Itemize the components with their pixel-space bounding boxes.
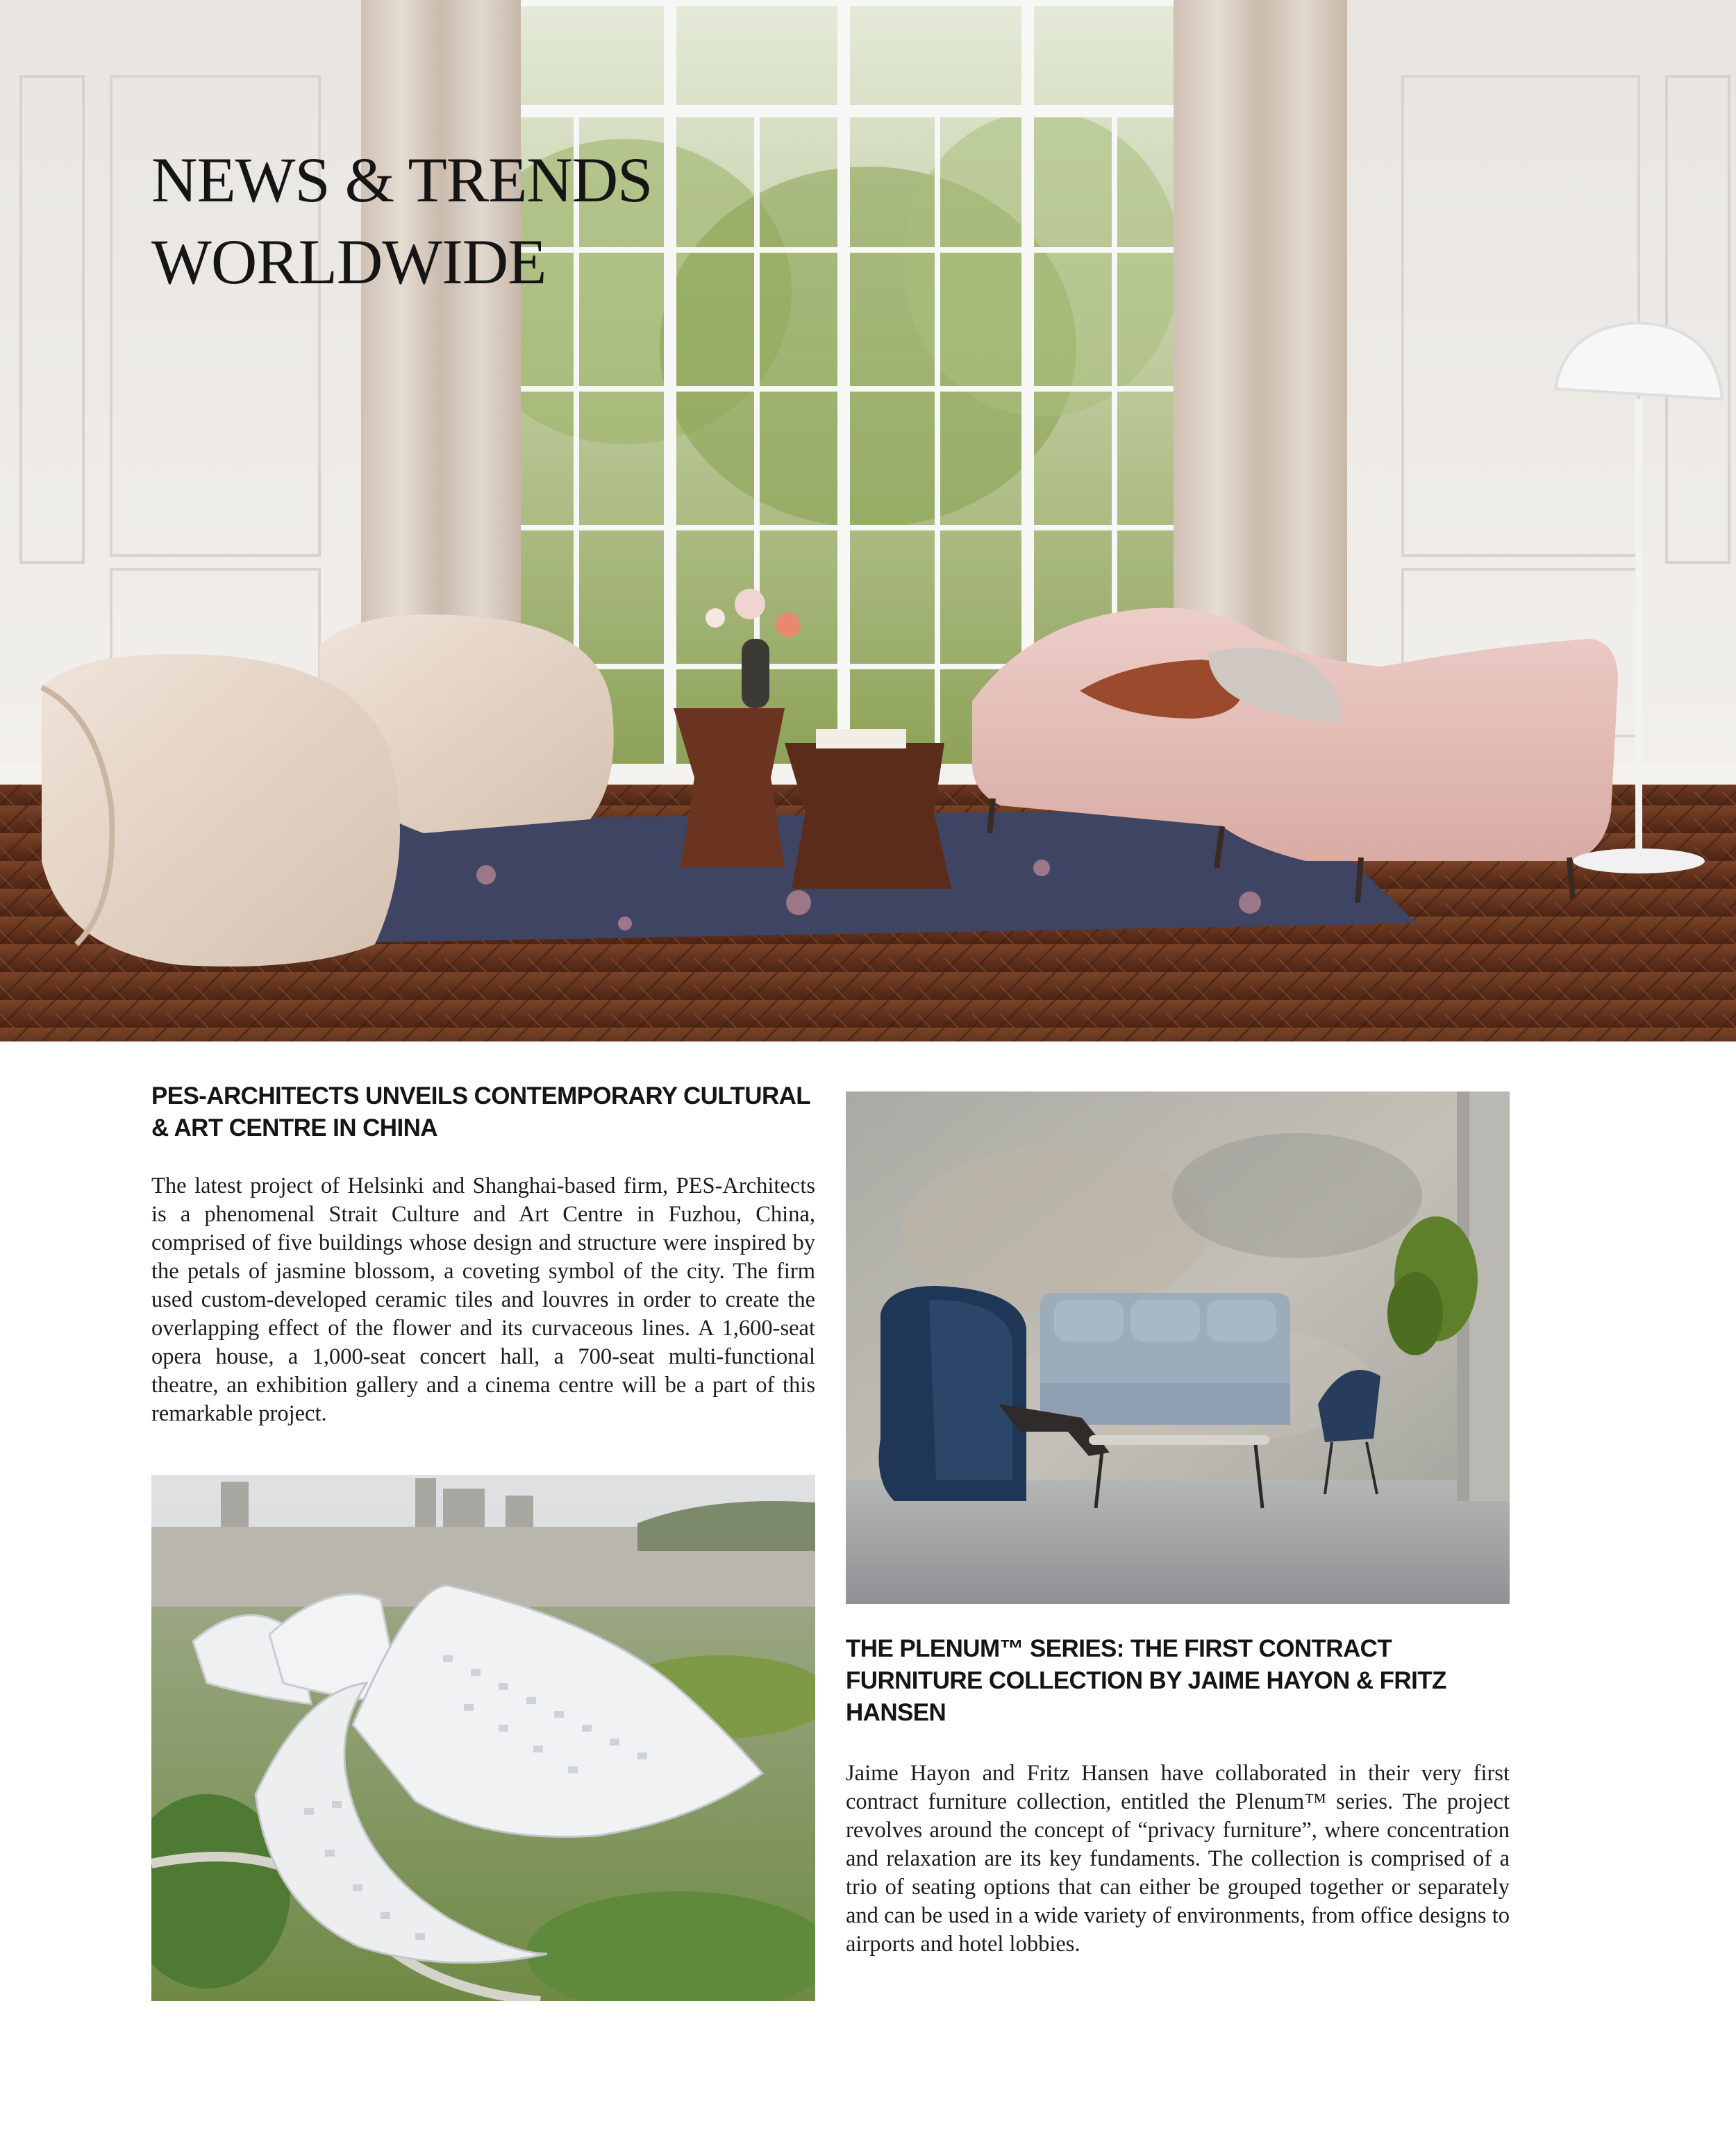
article-1-body: The latest project of Helsinki and Shanghai-based firm, PES-Architects is a phenomenal Strait Culture and Art Centre in Fuzhou, China, comprised of five buildings whose design and structure were inspired by the petals of jasmine blossom, a coveting symbol of the city. The firm used custom-developed ceramic tiles and louvres in order to create the overlapping effect of the flower and its curvaceous lines. A 1,600-seat opera house, a 1,000-seat concert hall, a 700-seat multi-functional theatre, an exhibition gallery and a cinema centre will be a part of this remarkable project. <box>151 1173 815 1426</box>
article-1-headline: PES-ARCHITECTS UNVEILS CONTEMPORARY CULTURAL & ART CENTRE IN CHINA <box>151 1082 810 1141</box>
page-title-line-1: NEWS & TRENDS <box>151 144 653 215</box>
culture-art-centre-photo <box>151 1475 815 2001</box>
plenum-series-photo <box>846 1091 1510 1604</box>
page-title-line-2: WORLDWIDE <box>151 226 546 297</box>
article-2-body: Jaime Hayon and Fritz Hansen have collaborated in their very first contract furniture collection, entitled the Plenum™ series. The project revolves around the concept of “privacy furniture”, where concentration and relaxation are its key fundaments. The collection is comprised of a trio of seating options that can either be grouped together or separately and can be used in a wide variety of environments, from office designs to airports and hotel lobbies. <box>846 1761 1510 1957</box>
article-2-headline: THE PLENUM™ SERIES: THE FIRST CONTRACT FURNITURE COLLECTION BY JAIME HAYON & FRITZ HANSEN <box>846 1635 1446 1726</box>
page-title <box>151 139 652 303</box>
plenum-sofa-illustration <box>846 1091 1510 1604</box>
aerial-buildings-illustration <box>151 1475 815 2001</box>
